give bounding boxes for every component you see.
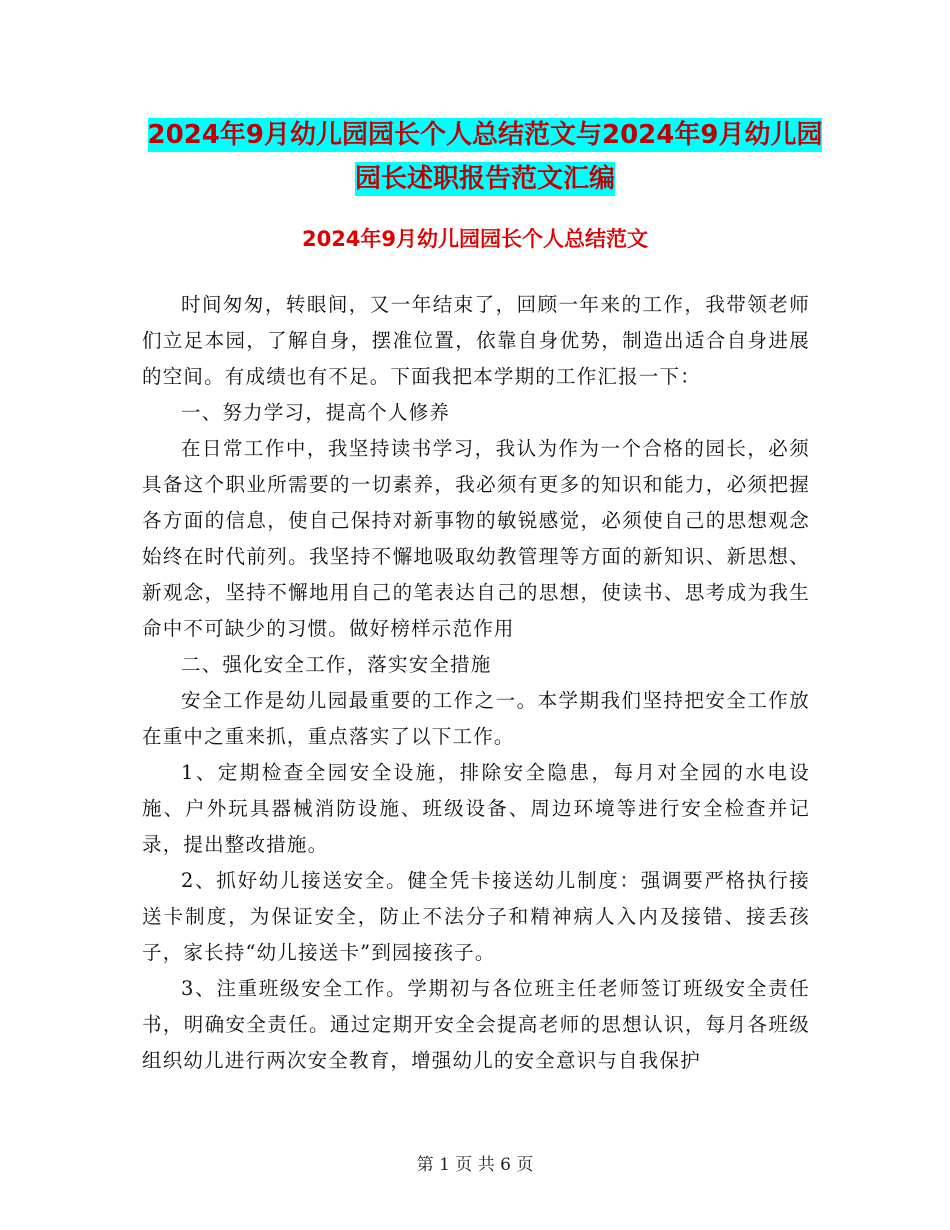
paragraph-safety-item-1: 1、定期检查全园安全设施，排除安全隐患，每月对全园的水电设施、户外玩具器械消防设施、班级设备、周边环境等进行安全检查并记录，提出整改措施。 — [142, 761, 810, 856]
document-body — [142, 287, 810, 1079]
heading-study: 一、努力学习，提高个人修养 — [181, 401, 451, 424]
page-footer: 第 1 页 共 6 页 — [416, 1155, 534, 1175]
section-title: 2024年9月幼儿园园长个人总结范文 — [301, 227, 649, 251]
paragraph-safety-item-3: 3、注重班级安全工作。学期初与各位班主任老师签订班级安全责任书，明确安全责任。通过定期开安全会提高老师的思想认识，每月各班级组织幼儿进行两次安全教育，增强幼儿的安全意识与自我保护 — [142, 977, 810, 1072]
paragraph-safety-item-2: 2、抓好幼儿接送安全。健全凭卡接送幼儿制度：强调要严格执行接送卡制度，为保证安全，防止不法分子和精神病人入内及接错、接丢孩子，家长持“幼儿接送卡”到园接孩子。 — [142, 869, 810, 964]
document-title — [140, 113, 830, 201]
paragraph-study: 在日常工作中，我坚持读书学习，我认为作为一个合格的园长，必须具备这个职业所需要的一切素养，我必须有更多的知识和能力，必须把握各方面的信息，使自己保持对新事物的敏锐感觉，必须使自己的思想观念始终在时代前列。我坚持不懈地吸取幼教管理等方面的新知识、新思想、新观念，坚持不懈地用自己的笔表达自己的思想，使读书、思考成为我生命中不可缺少的习惯。做好榜样示范作用 — [142, 437, 810, 640]
paragraph-intro: 时间匆匆，转眼间，又一年结束了，回顾一年来的工作，我带领老师们立足本园，了解自身，摆准位置，依靠自身优势，制造出适合自身进展的空间。有成绩也有不足。下面我把本学期的工作汇报一下： — [142, 293, 810, 388]
document-title-text: 2024年9月幼儿园园长个人总结范文与2024年9月幼儿园园长述职报告范文汇编 — [147, 120, 823, 194]
paragraph-safety-intro: 安全工作是幼儿园最重要的工作之一。本学期我们坚持把安全工作放在重中之重来抓，重点落实了以下工作。 — [142, 689, 810, 748]
heading-safety: 二、强化安全工作，落实安全措施 — [181, 653, 492, 676]
